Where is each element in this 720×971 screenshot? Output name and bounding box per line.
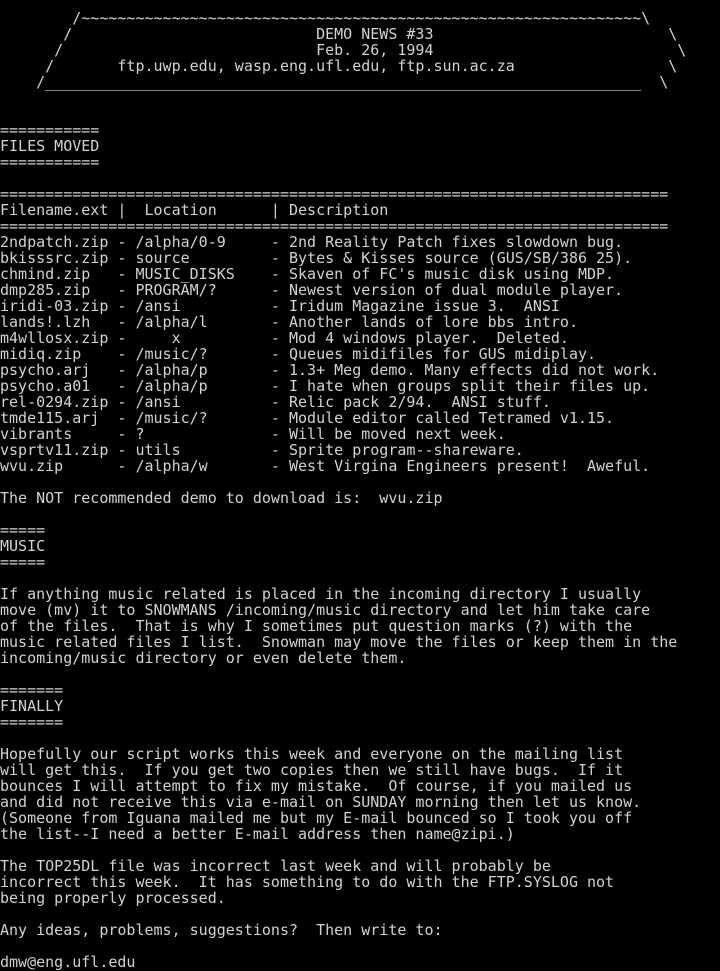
blank-line	[0, 170, 720, 186]
table-row: iridi-03.zip - /ansi - Iridum Magazine issue 3. ANSI	[0, 297, 560, 315]
blank-line	[0, 506, 720, 522]
table-row: vsprtv11.zip - utils - Sprite program--shareware.	[0, 441, 524, 459]
blank-line	[0, 666, 720, 682]
paragraph-line: of the files. That is why I sometimes put question marks (?) with the	[0, 617, 633, 635]
table-row: bkisssrc.zip - source - Bytes & Kisses source (GUS/SB/386 25).	[0, 249, 633, 267]
table-row: vibrants - ? - Will be moved next week.	[0, 425, 506, 443]
paragraph-line: the list--I need a better E-mail address then name@zipi.)	[0, 825, 515, 843]
paragraph-line: being properly processed.	[0, 889, 226, 907]
blank-line	[0, 90, 720, 106]
section-heading-music: MUSIC	[0, 537, 46, 555]
table-row: psycho.arj - /alpha/p - 1.3+ Meg demo. Many effects did not work.	[0, 361, 660, 379]
banner-title: / DEMO NEWS #33 \	[0, 25, 678, 43]
banner-sites: / ftp.uwp.edu, wasp.eng.ufl.edu, ftp.sun.ac.za \	[0, 57, 678, 75]
blank-line	[0, 474, 720, 490]
paragraph-line: The TOP25DL file was incorrect last week and will probably be	[0, 857, 551, 875]
paragraph-line: incorrect this week. It has something to do with the FTP.SYSLOG not	[0, 873, 615, 891]
blank-line	[0, 570, 720, 586]
contact-email: dmw@eng.ufl.edu	[0, 953, 136, 971]
section-rule: ===========	[0, 153, 100, 171]
contact-prompt: Any ideas, problems, suggestions? Then write to:	[0, 921, 443, 939]
table-row: chmind.zip - MUSIC_DISKS - Skaven of FC's music disk using MDP.	[0, 265, 615, 283]
banner-date: / Feb. 26, 1994 \	[0, 41, 687, 59]
table-row: dmp285.zip - PROGRAM/? - Newest version of dual module player.	[0, 281, 624, 299]
table-row: wvu.zip - /alpha/w - West Virgina Engineers present! Aweful.	[0, 457, 651, 475]
paragraph-line: music related files I list. Snowman may move the files or keep them in the	[0, 633, 678, 651]
blank-line	[0, 106, 720, 122]
table-row: tmde115.arj - /music/? - Module editor called Tetramed v1.15.	[0, 409, 615, 427]
paragraph-line: incoming/music directory or even delete them.	[0, 649, 407, 667]
paragraph-line: will get this. If you get two copies then we still have bugs. If it	[0, 761, 624, 779]
blank-line	[0, 730, 720, 746]
blank-line	[0, 906, 720, 922]
table-row: midiq.zip - /music/? - Queues midifiles for GUS midiplay.	[0, 345, 597, 363]
banner-top-border: /~~~~~~~~~~~~~~~~~~~~~~~~~~~~~~~~~~~~~~~~~~~~~~~~~~~~~~~~~~~~~~\	[0, 9, 651, 27]
section-rule: =====	[0, 553, 46, 571]
table-header: Filename.ext | Location | Description	[0, 201, 389, 219]
section-rule: =======	[0, 713, 64, 731]
table-rule: ==========================================================================	[0, 185, 669, 203]
table-row: 2ndpatch.zip - /alpha/0-9 - 2nd Reality Patch fixes slowdown bug.	[0, 233, 624, 251]
section-rule: =====	[0, 521, 46, 539]
table-row: m4wllosx.zip - x - Mod 4 windows player. Deleted.	[0, 329, 569, 347]
table-row: rel-0294.zip - /ansi - Relic pack 2/94. ANSI stuff.	[0, 393, 551, 411]
text-screen	[0, 10, 720, 970]
banner-bottom-border: /__________________________________________________________________ \	[0, 73, 669, 91]
blank-line	[0, 842, 720, 858]
paragraph-line: If anything music related is placed in the incoming directory I usually	[0, 585, 642, 603]
paragraph-line: move (mv) it to SNOWMANS /incoming/music directory and let him take care	[0, 601, 651, 619]
paragraph-line: (Someone from Iguana mailed me but my E-mail bounced so I took you off	[0, 809, 633, 827]
section-heading-finally: FINALLY	[0, 697, 64, 715]
table-row: lands!.lzh - /alpha/l - Another lands of lore bbs intro.	[0, 313, 578, 331]
not-recommended-line: The NOT recommended demo to download is: wvu.zip	[0, 489, 443, 507]
table-row: psycho.a01 - /alpha/p - I hate when groups split their files up.	[0, 377, 651, 395]
table-rule: ==========================================================================	[0, 217, 669, 235]
section-heading-files-moved: FILES MOVED	[0, 137, 100, 155]
paragraph-line: and did not receive this via e-mail on SUNDAY morning then let us know.	[0, 793, 642, 811]
paragraph-line: Hopefully our script works this week and everyone on the mailing list	[0, 745, 624, 763]
section-rule: ===========	[0, 121, 100, 139]
paragraph-line: bounces I will attempt to fix my mistake. Of course, if you mailed us	[0, 777, 633, 795]
section-rule: =======	[0, 681, 64, 699]
blank-line	[0, 938, 720, 954]
